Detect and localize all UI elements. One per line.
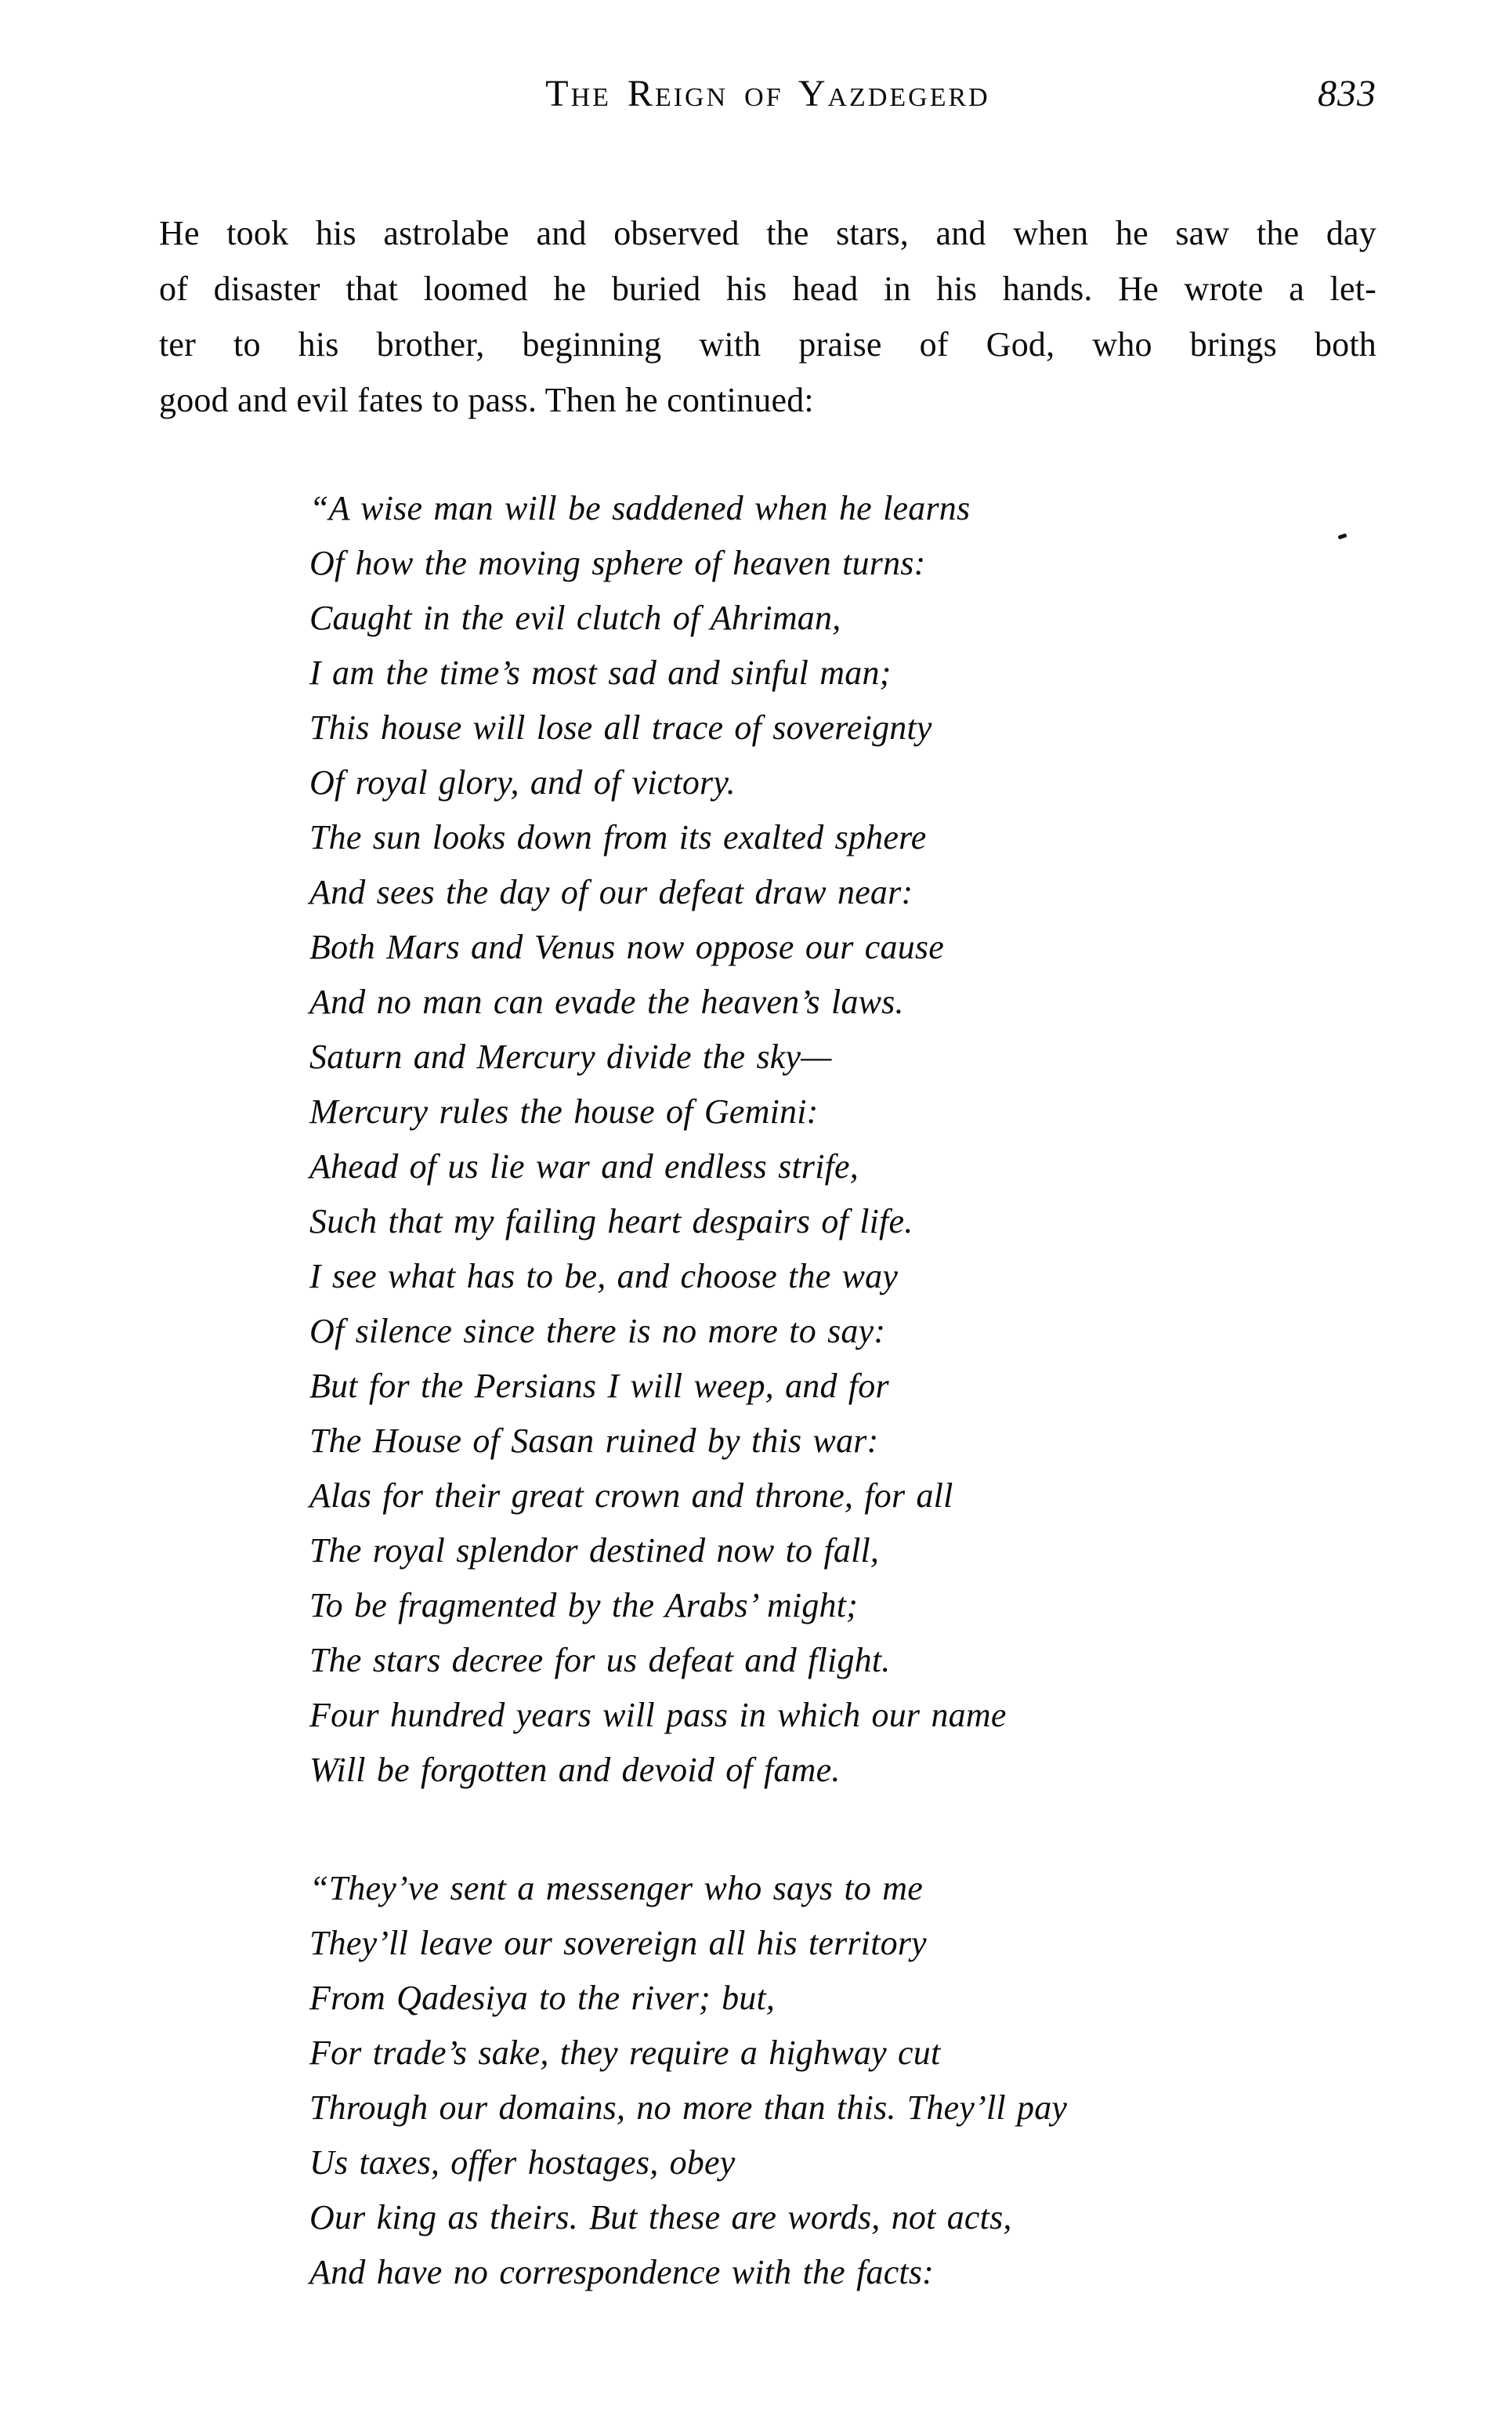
poem-line: “A wise man will be saddened when he learns — [309, 489, 971, 527]
poem-line: They’ll leave our sovereign all his territory — [309, 1924, 927, 1962]
poem-line: Ahead of us lie war and endless strife, — [309, 1147, 859, 1186]
poem-line: Caught in the evil clutch of Ahriman, — [309, 599, 841, 637]
poem-line: Four hundred years will pass in which our name — [309, 1696, 1007, 1734]
poem-line: I am the time’s most sad and sinful man; — [309, 654, 892, 692]
poem-line: Such that my failing heart despairs of life. — [309, 1202, 913, 1240]
page-number: 833 — [1318, 73, 1376, 114]
poem-line: This house will lose all trace of sovereignty — [309, 708, 932, 747]
running-head-title: The Reign of Yazdegerd — [545, 73, 990, 114]
poem-line: Alas for their great crown and throne, for all — [309, 1476, 953, 1515]
prose-line: ter to his brother, beginning with praise of God, who brings both — [159, 325, 1376, 364]
poem-line: Through our domains, no more than this. They’ll pay — [309, 2088, 1068, 2127]
poem-line: Of how the moving sphere of heaven turns: — [309, 544, 926, 582]
poem-line: The House of Sasan ruined by this war: — [309, 1422, 879, 1460]
poem-line: To be fragmented by the Arabs’ might; — [309, 1586, 859, 1624]
poem-line: Of silence since there is no more to say: — [309, 1312, 886, 1350]
prose-line: of disaster that loomed he buried his head in his hands. He wrote a let- — [159, 270, 1376, 308]
poem-line: The stars decree for us defeat and flight. — [309, 1641, 891, 1679]
prose-line: He took his astrolabe and observed the stars, and when he saw the day — [159, 214, 1376, 252]
poem-line: Of royal glory, and of victory. — [309, 763, 736, 802]
poem-line: But for the Persians I will weep, and for — [309, 1367, 889, 1405]
poem-stanza-1 — [309, 481, 1391, 1798]
poem-line: Our king as theirs. But these are words, not acts, — [309, 2198, 1012, 2236]
poem-line: From Qadesiya to the river; but, — [309, 1979, 776, 2017]
poem-line: “They’ve sent a messenger who says to me — [309, 1869, 923, 1907]
poem-line: Mercury rules the house of Gemini: — [309, 1092, 819, 1131]
poem-line: For trade’s sake, they require a highway cut — [309, 2034, 941, 2072]
poem-line: The sun looks down from its exalted sphere — [309, 818, 927, 857]
poem-line: Saturn and Mercury divide the sky— — [309, 1038, 832, 1076]
poem-line: And sees the day of our defeat draw near: — [309, 873, 913, 911]
poem-line: And no man can evade the heaven’s laws. — [309, 983, 904, 1021]
poem-line: The royal splendor destined now to fall, — [309, 1531, 880, 1570]
poem-line: Us taxes, offer hostages, obey — [309, 2143, 736, 2182]
poem-line: I see what has to be, and choose the way — [309, 1257, 899, 1295]
prose-paragraph — [159, 205, 1376, 428]
poem-line: Will be forgotten and devoid of fame. — [309, 1751, 841, 1789]
prose-line: good and evil fates to pass. Then he continued: — [159, 381, 814, 419]
poem-line: Both Mars and Venus now oppose our cause — [309, 928, 944, 966]
poem-stanza-2 — [309, 1861, 1391, 2300]
page-header — [159, 72, 1376, 119]
poem-line: And have no correspondence with the facts: — [309, 2253, 935, 2291]
